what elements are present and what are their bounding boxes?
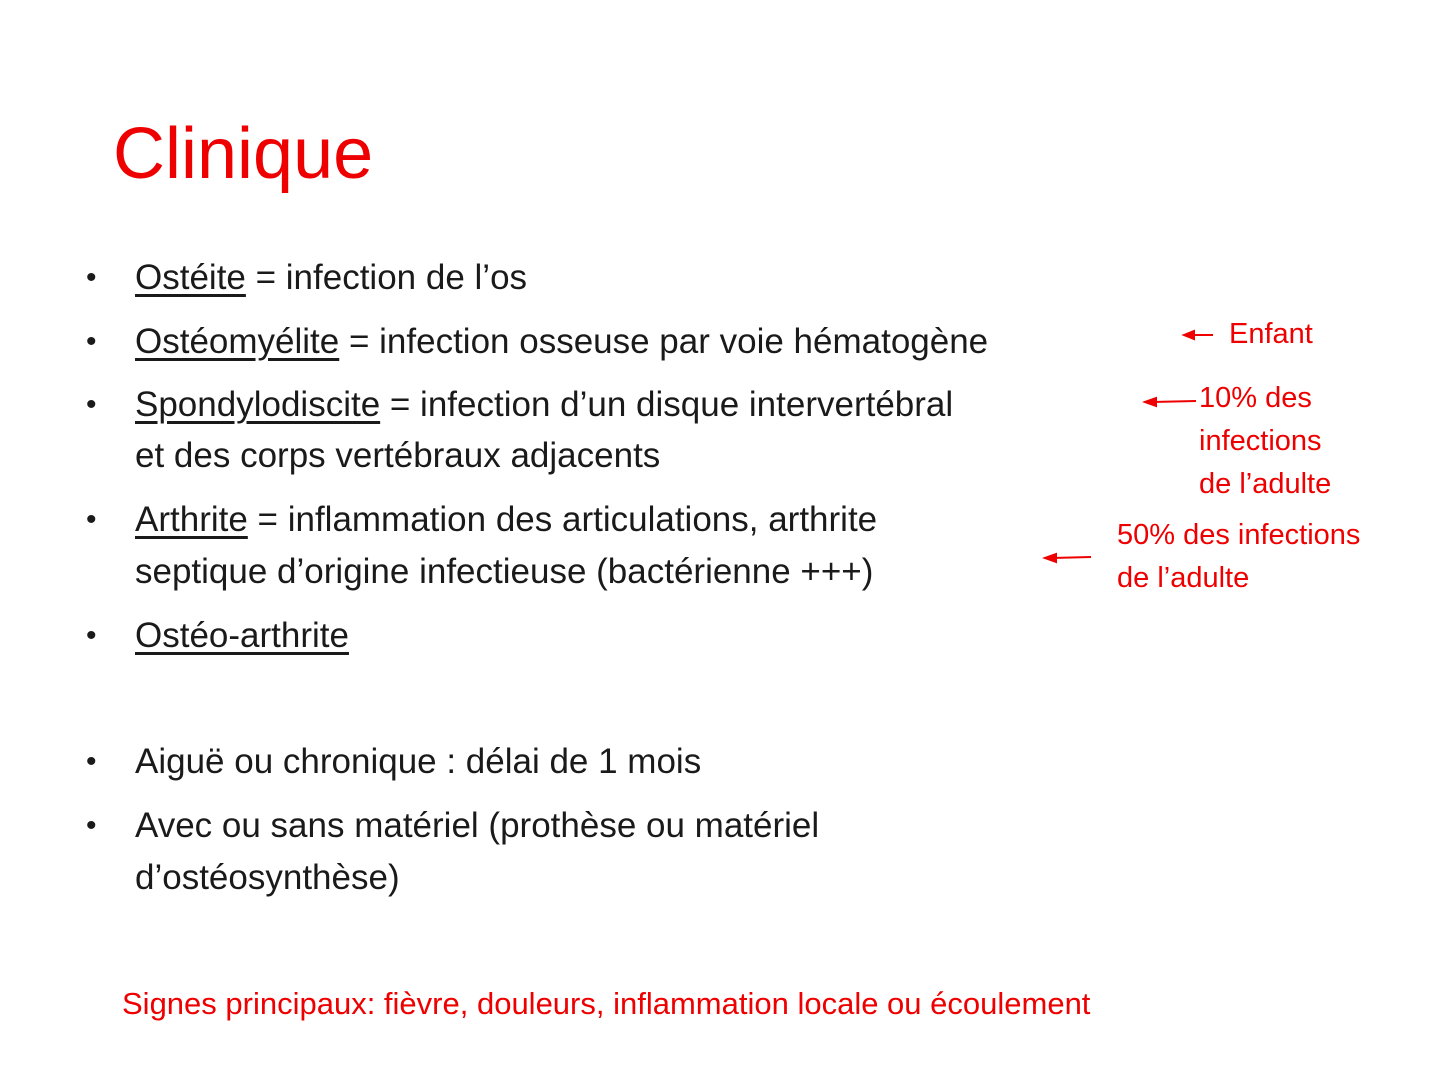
annotation-line: infections [1199, 425, 1322, 457]
annotation-line: 10% des [1199, 382, 1312, 414]
bullet-icon: • [86, 745, 97, 778]
slide-title: Clinique [113, 114, 374, 194]
term: Ostéomyélite [135, 322, 340, 361]
definition: = infection d’un disque intervertébral [380, 385, 954, 424]
arrowhead-icon [1045, 554, 1056, 562]
arrowhead-icon [1145, 398, 1156, 406]
bullet-continuation: et des corps vertébraux adjacents [135, 436, 661, 475]
annotation-line: de l’adulte [1117, 562, 1250, 594]
bullet-materiel: Avec ou sans matériel (prothèse ou matériel [135, 806, 820, 845]
definition: = infection osseuse par voie hématogène [339, 322, 989, 361]
arrow-arthrite [1052, 557, 1091, 558]
annotation-line: 50% des infections [1117, 519, 1361, 551]
arrowhead-icon [1184, 331, 1194, 339]
definition: = infection de l’os [245, 258, 528, 297]
bullet-icon: • [86, 503, 97, 536]
term: Ostéo-arthrite [135, 616, 349, 655]
annotation-line: de l’adulte [1199, 468, 1332, 500]
annotation-enfant: Enfant [1229, 318, 1313, 350]
bullet-continuation: septique d’origine infectieuse (bactérienne +++) [135, 552, 874, 591]
term: Arthrite [135, 500, 248, 539]
bullet-icon: • [86, 325, 97, 358]
arrow-spondylo [1152, 401, 1196, 402]
term: Ostéite [135, 258, 246, 297]
bullet-icon: • [86, 619, 97, 652]
bullet-aigue: Aiguë ou chronique : délai de 1 mois [135, 742, 702, 781]
bullet-continuation: d’ostéosynthèse) [135, 858, 400, 897]
bullet-icon: • [86, 388, 97, 421]
footer-signs: Signes principaux: fièvre, douleurs, inflammation locale ou écoulement [122, 986, 1091, 1021]
bullet-icon: • [86, 809, 97, 842]
term: Spondylodiscite [135, 385, 381, 424]
bullet-icon: • [86, 261, 97, 294]
definition: = inflammation des articulations, arthrite [247, 500, 878, 539]
